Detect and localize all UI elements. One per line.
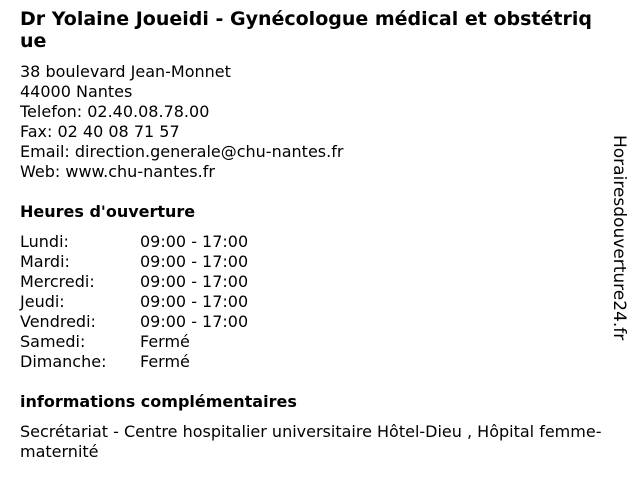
- fax-line: Fax: 02 40 08 71 57: [20, 122, 180, 141]
- address-street: 38 boulevard Jean-Monnet: [20, 62, 231, 81]
- day-label: Dimanche:: [20, 352, 107, 371]
- day-label: Samedi:: [20, 332, 86, 351]
- hours-row-monday: [20, 232, 605, 252]
- time-value: 09:00 - 17:00: [140, 272, 249, 291]
- day-label: Vendredi:: [20, 312, 96, 331]
- time-value: 09:00 - 17:00: [140, 232, 249, 251]
- web-line: Web: www.chu-nantes.fr: [20, 162, 215, 181]
- time-value: Fermé: [140, 352, 190, 371]
- hours-table: [20, 232, 605, 372]
- site-watermark: Horairesdouverture24.fr: [609, 135, 629, 341]
- hours-row-sunday: [20, 352, 605, 372]
- listing-page: [20, 8, 605, 462]
- hours-row-friday: [20, 312, 605, 332]
- time-value: 09:00 - 17:00: [140, 312, 249, 331]
- time-value: 09:00 - 17:00: [140, 292, 249, 311]
- day-label: Mercredi:: [20, 272, 95, 291]
- day-label: Lundi:: [20, 232, 69, 251]
- time-value: Fermé: [140, 332, 190, 351]
- hours-row-thursday: [20, 292, 605, 312]
- contact-block: [20, 62, 605, 182]
- extra-info-heading: informations complémentaires: [20, 392, 297, 411]
- extra-info-text: Secrétariat - Centre hospitalier universitaire Hôtel-Dieu , Hôpital femme-maternité: [20, 422, 602, 461]
- hours-heading: Heures d'ouverture: [20, 202, 196, 221]
- address-city: 44000 Nantes: [20, 82, 133, 101]
- day-label: Jeudi:: [20, 292, 65, 311]
- time-value: 09:00 - 17:00: [140, 252, 249, 271]
- hours-row-wednesday: [20, 272, 605, 292]
- email-line: Email: direction.generale@chu-nantes.fr: [20, 142, 344, 161]
- hours-row-tuesday: [20, 252, 605, 272]
- day-label: Mardi:: [20, 252, 70, 271]
- page-title: Dr Yolaine Joueidi - Gynécologue médical et obstétrique: [20, 8, 592, 52]
- hours-row-saturday: [20, 332, 605, 352]
- phone-line: Telefon: 02.40.08.78.00: [20, 102, 210, 121]
